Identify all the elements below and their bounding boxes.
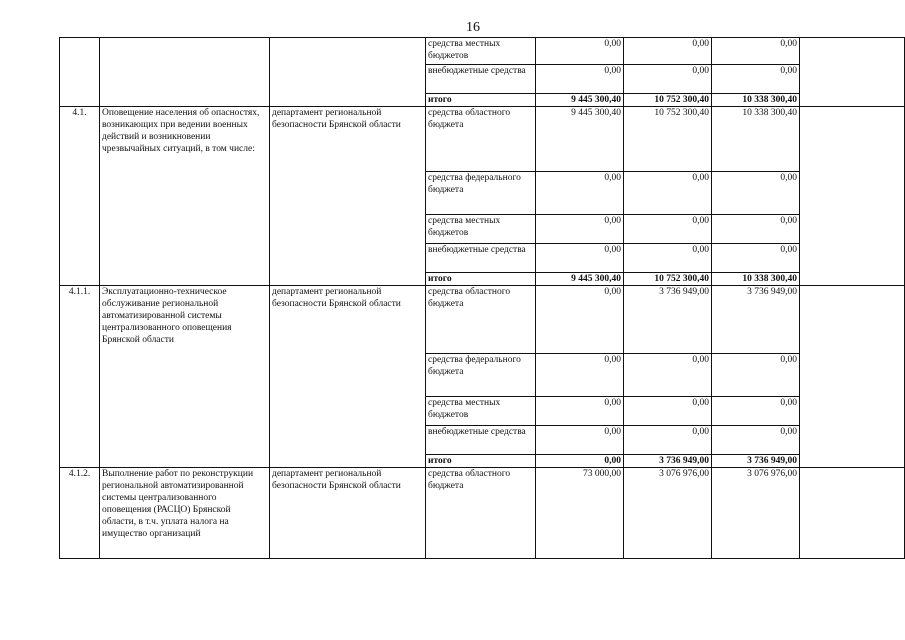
funding-source-cell: средства областного бюджета [426, 468, 536, 559]
amount-year2-cell: 0,00 [624, 426, 712, 455]
responsible-cell: департамент региональной безопасности Брянской области [270, 107, 426, 286]
funding-source-cell: внебюджетные средства [426, 65, 536, 94]
amount-year3-cell: 0,00 [712, 38, 800, 65]
amount-year3-cell: 0,00 [712, 65, 800, 94]
amount-year1-cell: 0,00 [536, 286, 624, 354]
amount-year1-cell: 0,00 [536, 354, 624, 397]
amount-year1-cell: 0,00 [536, 426, 624, 455]
amount-year2-cell: 3 736 949,00 [624, 455, 712, 468]
amount-year2-cell: 10 752 300,40 [624, 94, 712, 107]
table-row [60, 286, 905, 354]
activity-name-cell: Эксплуатационно-техническое обслуживание региональной автоматизированной системы централизованного оповещения Брянской области [100, 286, 270, 468]
amount-year3-cell: 0,00 [712, 215, 800, 244]
amount-year3-cell: 0,00 [712, 397, 800, 426]
activity-name-cell: Выполнение работ по реконструкции региональной автоматизированной системы централизованного оповещения (РАСЦО) Брянской области, в т.ч. уплата налога на имущество организаций [100, 468, 270, 559]
funding-source-cell: средства местных бюджетов [426, 215, 536, 244]
amount-year2-cell: 10 752 300,40 [624, 273, 712, 286]
amount-year2-cell: 0,00 [624, 244, 712, 273]
amount-year3-cell: 3 736 949,00 [712, 286, 800, 354]
amount-year3-cell: 10 338 300,40 [712, 273, 800, 286]
table-row [60, 468, 905, 559]
amount-year2-cell: 0,00 [624, 215, 712, 244]
extra-column-cell [800, 286, 905, 468]
amount-year3-cell: 0,00 [712, 244, 800, 273]
budget-table [59, 37, 905, 559]
amount-year2-cell: 3 076 976,00 [624, 468, 712, 559]
funding-source-cell: средства федерального бюджета [426, 354, 536, 397]
row-number-cell: 4.1.1. [60, 286, 100, 468]
table-row [60, 38, 905, 65]
amount-year2-cell: 0,00 [624, 172, 712, 215]
amount-year3-cell: 10 338 300,40 [712, 94, 800, 107]
amount-year3-cell: 0,00 [712, 354, 800, 397]
amount-year3-cell: 10 338 300,40 [712, 107, 800, 172]
extra-column-cell [800, 38, 905, 107]
funding-source-cell: итого [426, 94, 536, 107]
page-number: 16 [466, 20, 480, 35]
amount-year3-cell: 3 736 949,00 [712, 455, 800, 468]
row-number-cell: 4.1.2. [60, 468, 100, 559]
amount-year1-cell: 0,00 [536, 215, 624, 244]
activity-name-cell [100, 38, 270, 107]
activity-name-cell: Оповещение населения об опасностях, возникающих при ведении военных действий и возникновении чрезвычайных ситуаций, в том числе: [100, 107, 270, 286]
amount-year3-cell: 0,00 [712, 426, 800, 455]
amount-year1-cell: 0,00 [536, 65, 624, 94]
funding-source-cell: средства федерального бюджета [426, 172, 536, 215]
funding-source-cell: средства областного бюджета [426, 107, 536, 172]
responsible-cell: департамент региональной безопасности Брянской области [270, 468, 426, 559]
amount-year2-cell: 0,00 [624, 38, 712, 65]
amount-year2-cell: 0,00 [624, 354, 712, 397]
amount-year2-cell: 3 736 949,00 [624, 286, 712, 354]
responsible-cell: департамент региональной безопасности Брянской области [270, 286, 426, 468]
table-row [60, 107, 905, 172]
amount-year1-cell: 9 445 300,40 [536, 107, 624, 172]
responsible-cell [270, 38, 426, 107]
amount-year1-cell: 0,00 [536, 38, 624, 65]
row-number-cell [60, 38, 100, 107]
amount-year1-cell: 0,00 [536, 397, 624, 426]
amount-year3-cell: 0,00 [712, 172, 800, 215]
funding-source-cell: внебюджетные средства [426, 426, 536, 455]
funding-source-cell: внебюджетные средства [426, 244, 536, 273]
amount-year3-cell: 3 076 976,00 [712, 468, 800, 559]
amount-year1-cell: 73 000,00 [536, 468, 624, 559]
row-number-cell: 4.1. [60, 107, 100, 286]
amount-year1-cell: 9 445 300,40 [536, 273, 624, 286]
amount-year1-cell: 0,00 [536, 172, 624, 215]
funding-source-cell: средства местных бюджетов [426, 38, 536, 65]
funding-source-cell: итого [426, 273, 536, 286]
amount-year1-cell: 9 445 300,40 [536, 94, 624, 107]
funding-source-cell: средства областного бюджета [426, 286, 536, 354]
amount-year2-cell: 0,00 [624, 397, 712, 426]
funding-source-cell: средства местных бюджетов [426, 397, 536, 426]
extra-column-cell [800, 468, 905, 559]
amount-year1-cell: 0,00 [536, 244, 624, 273]
extra-column-cell [800, 107, 905, 286]
amount-year2-cell: 0,00 [624, 65, 712, 94]
amount-year2-cell: 10 752 300,40 [624, 107, 712, 172]
amount-year1-cell: 0,00 [536, 455, 624, 468]
funding-source-cell: итого [426, 455, 536, 468]
